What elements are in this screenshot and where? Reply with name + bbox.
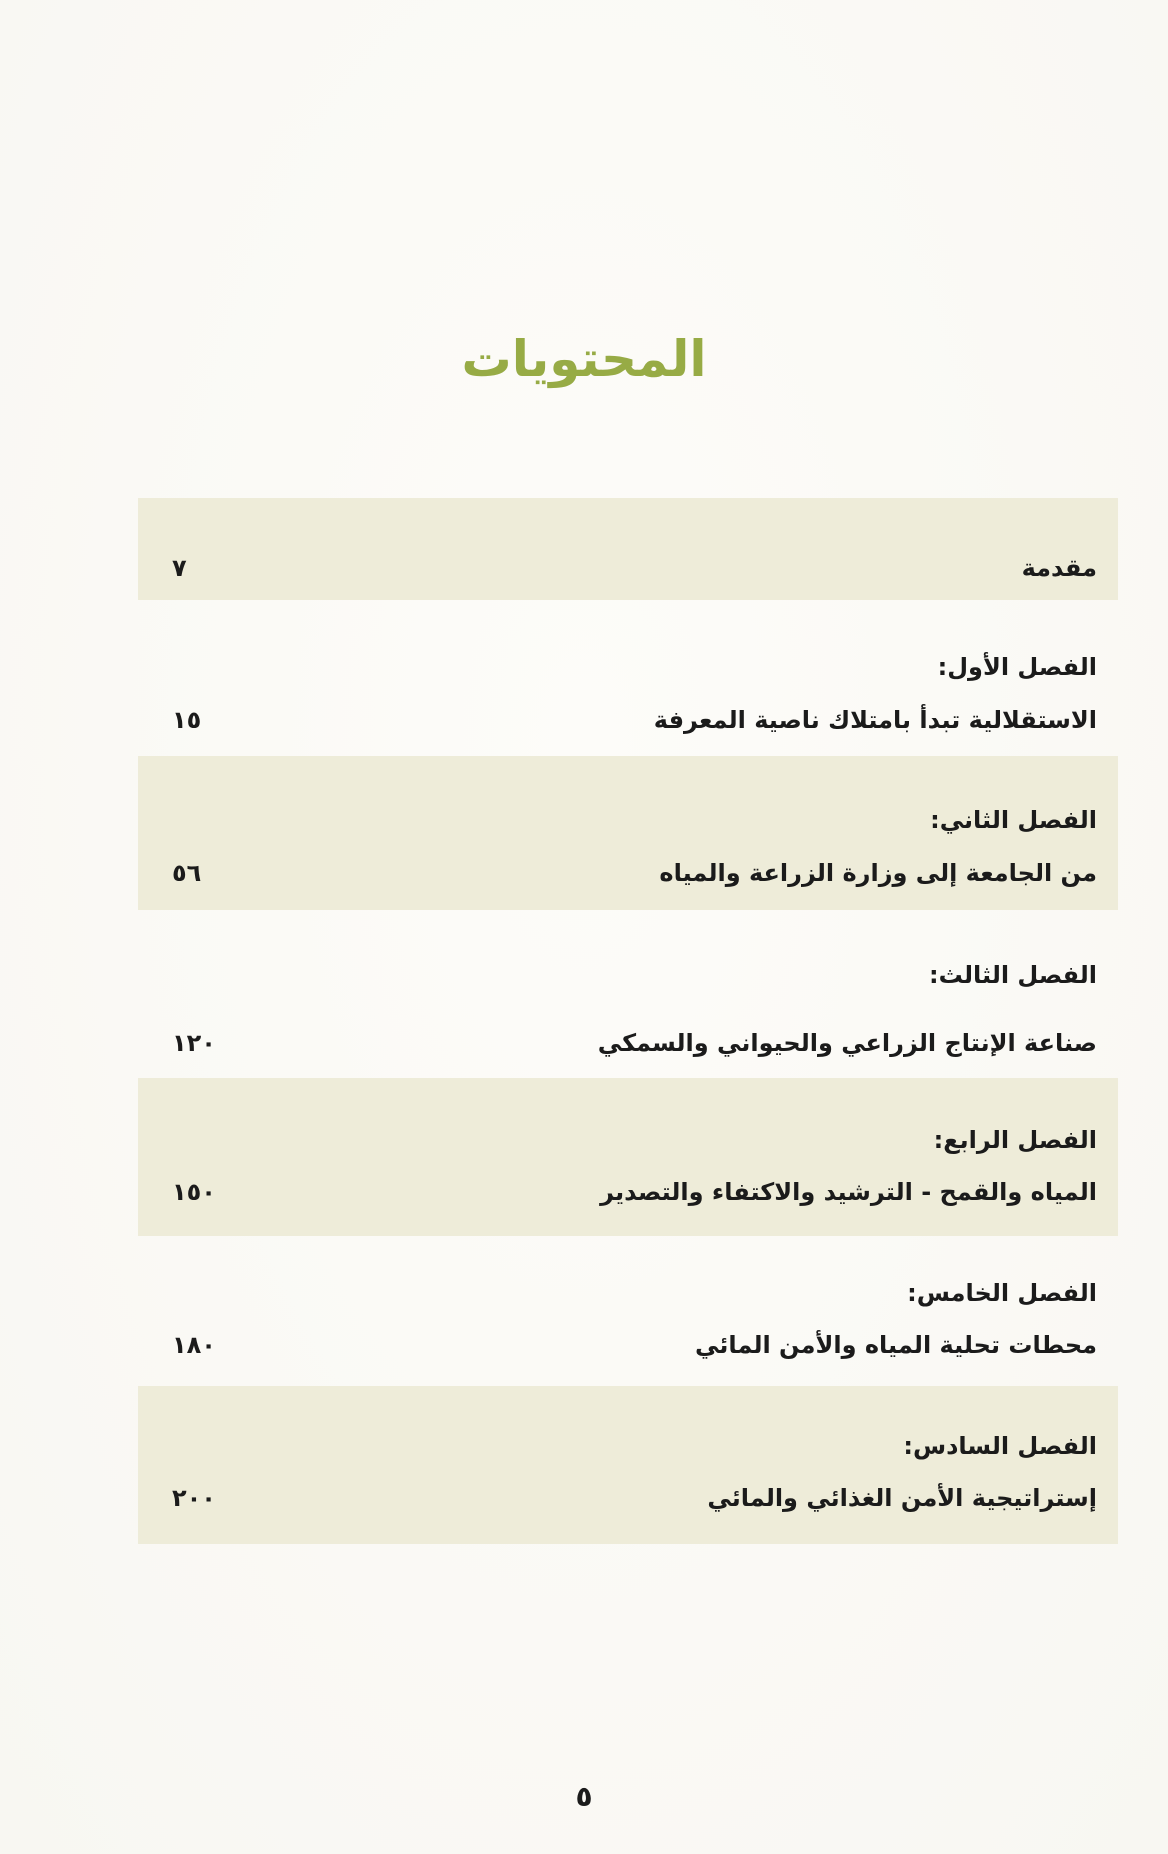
toc-entry-chapter-4 (140, 1172, 1115, 1222)
toc-entry-chapter-2 (140, 853, 1115, 903)
toc-entry-chapter-3 (140, 1023, 1115, 1073)
toc-entry-chapter-5 (140, 1325, 1115, 1375)
entry-name: إستراتيجية الأمن الغذائي والمائي (707, 1484, 1097, 1512)
toc-chapter-label-1 (140, 647, 1115, 697)
entry-page-number: ١٥٠ (172, 1178, 216, 1206)
entry-page-number: ٧ (172, 554, 187, 582)
entry-name: الاستقلالية تبدأ بامتلاك ناصية المعرفة (653, 706, 1097, 734)
entry-page-number: ١٨٠ (172, 1331, 216, 1359)
entry-page-number: ٥٦ (172, 859, 202, 887)
toc-entry-introduction (140, 548, 1115, 598)
entry-name: مقدمة (1021, 554, 1097, 582)
entry-page-number: ١٥ (172, 706, 202, 734)
toc-chapter-label-5 (140, 1273, 1115, 1323)
page-number-footer: ٥ (575, 1780, 593, 1813)
entry-name: محطات تحلية المياه والأمن المائي (695, 1331, 1097, 1359)
chapter-label: الفصل الأول: (937, 653, 1097, 681)
toc-chapter-label-4 (140, 1120, 1115, 1170)
chapter-label: الفصل الثاني: (930, 806, 1097, 834)
chapter-label: الفصل السادس: (903, 1432, 1097, 1460)
chapter-label: الفصل الرابع: (933, 1126, 1097, 1154)
toc-chapter-label-6 (140, 1426, 1115, 1476)
toc-chapter-label-3 (140, 955, 1115, 1005)
entry-name: المياه والقمح - الترشيد والاكتفاء والتصدير (600, 1178, 1097, 1206)
entry-name: من الجامعة إلى وزارة الزراعة والمياه (659, 859, 1097, 887)
entry-name: صناعة الإنتاج الزراعي والحيواني والسمكي (597, 1029, 1097, 1057)
toc-chapter-label-2 (140, 800, 1115, 850)
entry-page-number: ٢٠٠ (172, 1484, 216, 1512)
chapter-label: الفصل الثالث: (929, 961, 1097, 989)
toc-entry-chapter-6 (140, 1478, 1115, 1528)
page-title: المحتويات (461, 330, 707, 388)
toc-entry-chapter-1 (140, 700, 1115, 750)
entry-page-number: ١٢٠ (172, 1029, 216, 1057)
chapter-label: الفصل الخامس: (907, 1279, 1097, 1307)
